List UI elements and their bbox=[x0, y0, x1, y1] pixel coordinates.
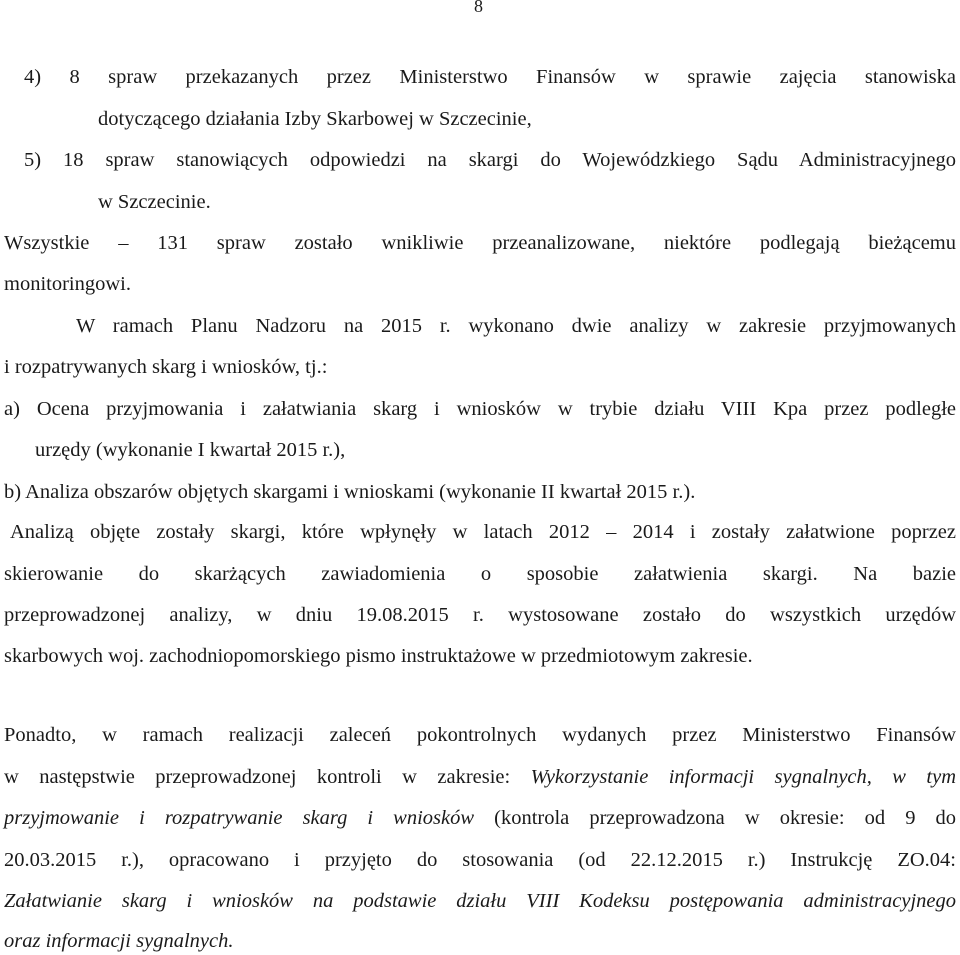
paragraph-instruction-line-4: 20.03.2015 r.), opracowano i przyjęto do stosowania (od 22.12.2015 r.) Instrukcję ZO.04: bbox=[4, 849, 956, 871]
list-item-4-line-2: dotyczącego działania Izby Skarbowej w Szczecinie, bbox=[98, 108, 532, 130]
list-item-5-line-2: w Szczecinie. bbox=[98, 191, 211, 213]
paragraph-instruction-line-3 bbox=[4, 804, 956, 832]
instruction-title-italic-line-1: Załatwianie skarg i wniosków na podstawie działu VIII Kodeksu postępowania administracyjnego bbox=[4, 890, 956, 912]
paragraph-analysis-line-2: skierowanie do skarżących zawiadomienia o sposobie załatwienia skargi. Na bazie bbox=[4, 563, 956, 585]
paragraph-analysis-line-4: skarbowych woj. zachodniopomorskiego pismo instruktażowe w przedmiotowym zakresie. bbox=[4, 645, 753, 667]
paragraph-summary-line-2: monitoringowi. bbox=[4, 273, 131, 295]
paragraph-summary-line-1: Wszystkie – 131 spraw zostało wnikliwie przeanalizowane, niektóre podlegają bieżącemu bbox=[4, 232, 956, 254]
analysis-b-line: b) Analiza obszarów objętych skargami i wnioskami (wykonanie II kwartał 2015 r.). bbox=[4, 481, 696, 503]
paragraph-analysis-line-3: przeprowadzonej analizy, w dniu 19.08.2015 r. wystosowane zostało do wszystkich urzędów bbox=[4, 604, 956, 626]
paragraph-instruction-line-2 bbox=[4, 763, 956, 791]
paragraph-instruction-line-1: Ponadto, w ramach realizacji zaleceń pokontrolnych wydanych przez Ministerstwo Finansów bbox=[4, 724, 956, 746]
analysis-a-line-2: urzędy (wykonanie I kwartał 2015 r.), bbox=[35, 439, 346, 461]
paragraph-plan-line-2: i rozpatrywanych skarg i wniosków, tj.: bbox=[4, 356, 328, 378]
page-number: 8 bbox=[474, 0, 483, 16]
control-title-italic-cont: przyjmowanie i rozpatrywanie skarg i wniosków bbox=[4, 807, 475, 829]
analysis-a-line-1: a) Ocena przyjmowania i załatwiania skarg i wniosków w trybie działu VIII Kpa przez podległe bbox=[4, 398, 956, 420]
control-title-italic: Wykorzystanie informacji sygnalnych, w tym bbox=[530, 766, 956, 788]
instruction-text-segment: (kontrola przeprowadzona w okresie: od 9 do bbox=[474, 807, 957, 829]
list-item-5-line-1: 5) 18 spraw stanowiących odpowiedzi na skargi do Wojewódzkiego Sądu Administracyjnego bbox=[24, 149, 956, 171]
paragraph-analysis-line-1: Analizą objęte zostały skargi, które wpłynęły w latach 2012 – 2014 i zostały załatwione poprzez bbox=[10, 521, 956, 543]
instruction-text-segment: w następstwie przeprowadzonej kontroli w zakresie: bbox=[4, 766, 531, 788]
paragraph-plan-line-1: W ramach Planu Nadzoru na 2015 r. wykonano dwie analizy w zakresie przyjmowanych bbox=[76, 315, 956, 337]
instruction-title-italic-line-2: oraz informacji sygnalnych. bbox=[4, 930, 234, 952]
list-item-4-line-1: 4) 8 spraw przekazanych przez Ministerstwo Finansów w sprawie zajęcia stanowiska bbox=[24, 66, 956, 88]
